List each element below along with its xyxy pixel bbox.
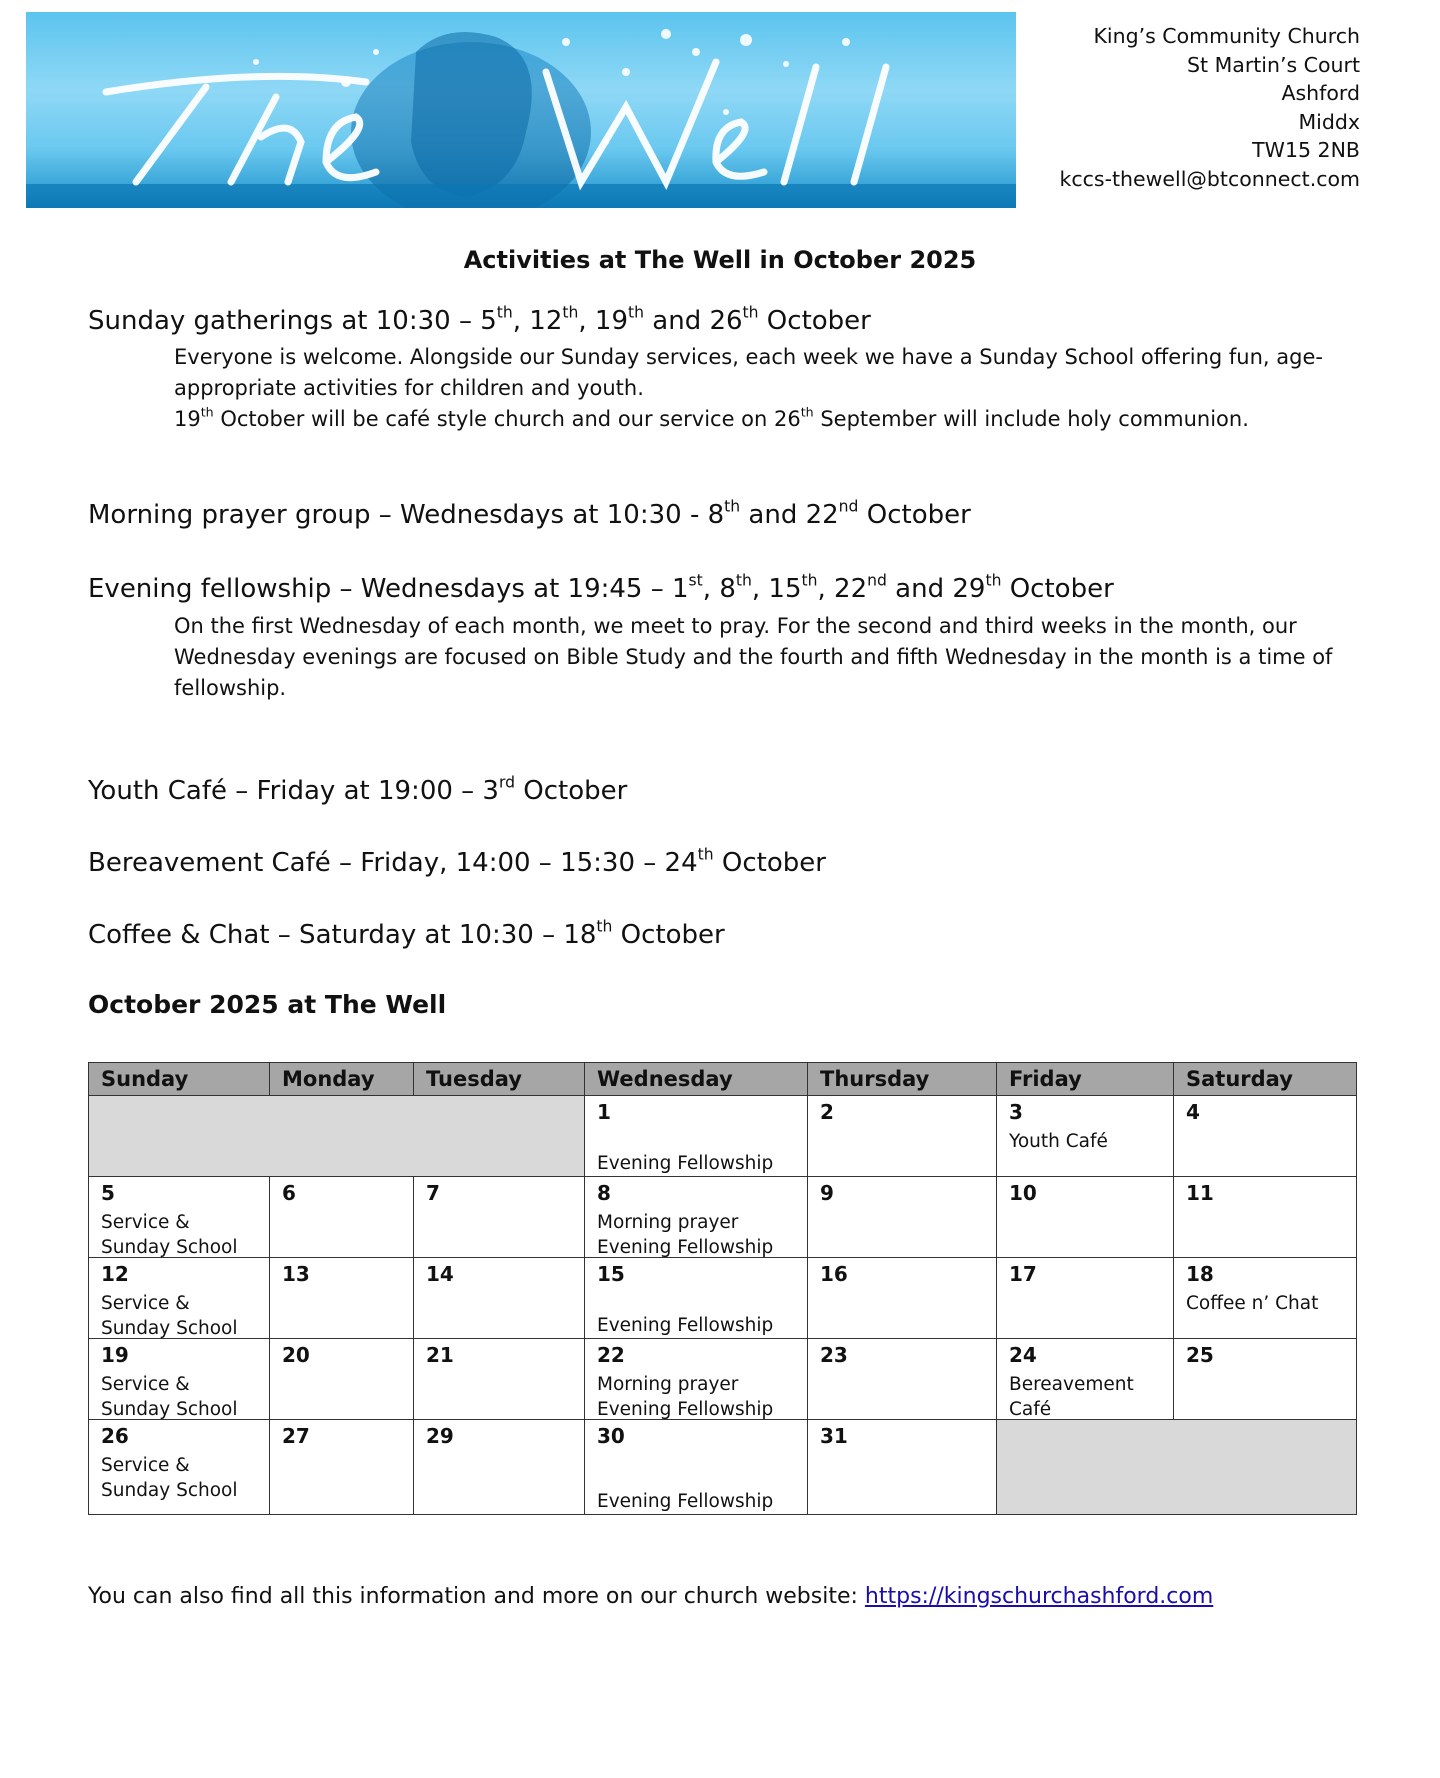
activity-morning-prayer: Morning prayer group – Wednesdays at 10:30 - 8th and 22nd October	[88, 497, 971, 530]
calendar-day	[414, 1177, 585, 1258]
calendar-week-row	[89, 1177, 1357, 1258]
page-title: Activities at The Well in October 2025	[463, 246, 977, 274]
day-number: 1	[597, 1100, 611, 1124]
calendar-week-row	[89, 1096, 1357, 1177]
activity-evening-description: On the first Wednesday of each month, we meet to pray. For the second and third weeks in the month, our Wednesday evenings are focused on Bible Study and the fourth and fifth Wednesday in the month is a time of fellowship.	[174, 614, 1333, 700]
day-events: Service & Sunday School	[101, 1293, 238, 1339]
day-number: 7	[426, 1181, 440, 1205]
address-line: Ashford	[1281, 81, 1360, 105]
day-number: 19	[101, 1343, 129, 1367]
address-line: King’s Community Church	[1093, 24, 1360, 48]
header-saturday: Saturday	[1174, 1063, 1357, 1096]
contact-email[interactable]: kccs-thewell@btconnect.com	[1059, 166, 1360, 191]
day-events: Service & Sunday School	[101, 1212, 238, 1258]
calendar-day	[1174, 1177, 1357, 1258]
calendar-day	[89, 1177, 270, 1258]
day-number: 15	[597, 1262, 625, 1286]
calendar-day	[414, 1339, 585, 1420]
calendar-day	[585, 1258, 808, 1339]
activity-sunday-gatherings: Sunday gatherings at 10:30 – 5th, 12th, 19th and 26th October	[88, 303, 871, 336]
calendar-day	[585, 1096, 808, 1177]
activity-bereavement-cafe: Bereavement Café – Friday, 14:00 – 15:30 – 24th October	[88, 845, 826, 878]
header-wednesday: Wednesday	[585, 1063, 808, 1096]
day-events: Morning prayer Evening Fellowship	[597, 1374, 774, 1420]
calendar-day	[997, 1258, 1174, 1339]
empty-cell	[89, 1096, 585, 1177]
footer-note: You can also find all this information and more on our church website: https://kingschurchashford.com	[88, 1584, 1214, 1609]
header-friday: Friday	[997, 1063, 1174, 1096]
calendar-day	[997, 1177, 1174, 1258]
calendar-day	[808, 1339, 997, 1420]
day-number: 31	[820, 1424, 848, 1448]
day-number: 5	[101, 1181, 115, 1205]
day-number: 6	[282, 1181, 296, 1205]
calendar-day	[585, 1420, 808, 1515]
october-calendar	[88, 1062, 1357, 1515]
day-number: 22	[597, 1343, 625, 1367]
calendar-day	[1174, 1258, 1357, 1339]
day-number: 27	[282, 1424, 310, 1448]
day-number: 4	[1186, 1100, 1200, 1124]
day-number: 25	[1186, 1343, 1214, 1367]
activity-sunday-description: Everyone is welcome. Alongside our Sunday services, each week we have a Sunday School offering fun, age-appropriate activities for children and youth. 19th October will be café style church and our service on 26th September will include holy communion.	[174, 345, 1323, 431]
day-number: 20	[282, 1343, 310, 1367]
day-events: Morning prayer Evening Fellowship	[597, 1212, 774, 1258]
calendar-day	[808, 1177, 997, 1258]
header-tuesday: Tuesday	[414, 1063, 585, 1096]
calendar-title: October 2025 at The Well	[88, 990, 447, 1019]
day-number: 29	[426, 1424, 454, 1448]
calendar-day	[997, 1339, 1174, 1420]
day-number: 8	[597, 1181, 611, 1205]
day-events: Service & Sunday School	[101, 1374, 238, 1420]
activity-evening-fellowship: Evening fellowship – Wednesdays at 19:45 – 1st, 8th, 15th, 22nd and 29th October	[88, 571, 1114, 604]
day-events: Service & Sunday School	[101, 1455, 238, 1501]
calendar-week-row	[89, 1420, 1357, 1515]
day-number: 23	[820, 1343, 848, 1367]
day-number: 10	[1009, 1181, 1037, 1205]
water-splash-graphic	[26, 12, 1016, 208]
calendar-day	[808, 1096, 997, 1177]
calendar-header-row	[89, 1063, 1357, 1096]
day-events: Coffee n’ Chat	[1186, 1293, 1319, 1314]
header-monday: Monday	[270, 1063, 414, 1096]
day-events: Evening Fellowship	[597, 1491, 774, 1512]
address-line: TW15 2NB	[1252, 138, 1360, 162]
calendar-day	[585, 1339, 808, 1420]
calendar-day	[414, 1258, 585, 1339]
day-number: 24	[1009, 1343, 1037, 1367]
day-number: 2	[820, 1100, 834, 1124]
address-line: St Martin’s Court	[1187, 52, 1360, 77]
calendar-day	[270, 1258, 414, 1339]
day-number: 14	[426, 1262, 454, 1286]
calendar-day	[270, 1177, 414, 1258]
day-number: 9	[820, 1181, 834, 1205]
header-thursday: Thursday	[808, 1063, 997, 1096]
activity-coffee-chat: Coffee & Chat – Saturday at 10:30 – 18th October	[88, 917, 725, 950]
activity-youth-cafe: Youth Café – Friday at 19:00 – 3rd October	[88, 773, 628, 806]
church-address	[1060, 22, 1360, 193]
day-events: Evening Fellowship	[597, 1315, 774, 1336]
day-number: 18	[1186, 1262, 1214, 1286]
day-number: 26	[101, 1424, 129, 1448]
calendar-day	[1174, 1096, 1357, 1177]
day-number: 21	[426, 1343, 454, 1367]
header-sunday: Sunday	[89, 1063, 270, 1096]
calendar-day	[808, 1420, 997, 1515]
day-number: 3	[1009, 1100, 1023, 1124]
day-events: Bereavement Café	[1009, 1374, 1134, 1420]
day-number: 30	[597, 1424, 625, 1448]
calendar-day	[270, 1339, 414, 1420]
day-events: Evening Fellowship	[597, 1153, 774, 1174]
calendar-day	[89, 1339, 270, 1420]
day-number: 13	[282, 1262, 310, 1286]
calendar-day	[270, 1420, 414, 1515]
calendar-day	[997, 1096, 1174, 1177]
calendar-day	[1174, 1339, 1357, 1420]
calendar-day	[414, 1420, 585, 1515]
calendar-day	[89, 1258, 270, 1339]
calendar-day	[585, 1177, 808, 1258]
day-number: 16	[820, 1262, 848, 1286]
calendar-week-row	[89, 1258, 1357, 1339]
day-number: 12	[101, 1262, 129, 1286]
empty-cell	[997, 1420, 1357, 1515]
banner-image	[26, 12, 1016, 208]
day-events: Youth Café	[1009, 1131, 1108, 1152]
calendar-day	[89, 1420, 270, 1515]
address-line: Middx	[1298, 109, 1360, 134]
website-link[interactable]: https://kingschurchashford.com	[864, 1584, 1214, 1609]
day-number: 17	[1009, 1262, 1037, 1286]
day-number: 11	[1186, 1181, 1214, 1205]
calendar-day	[808, 1258, 997, 1339]
calendar-week-row	[89, 1339, 1357, 1420]
